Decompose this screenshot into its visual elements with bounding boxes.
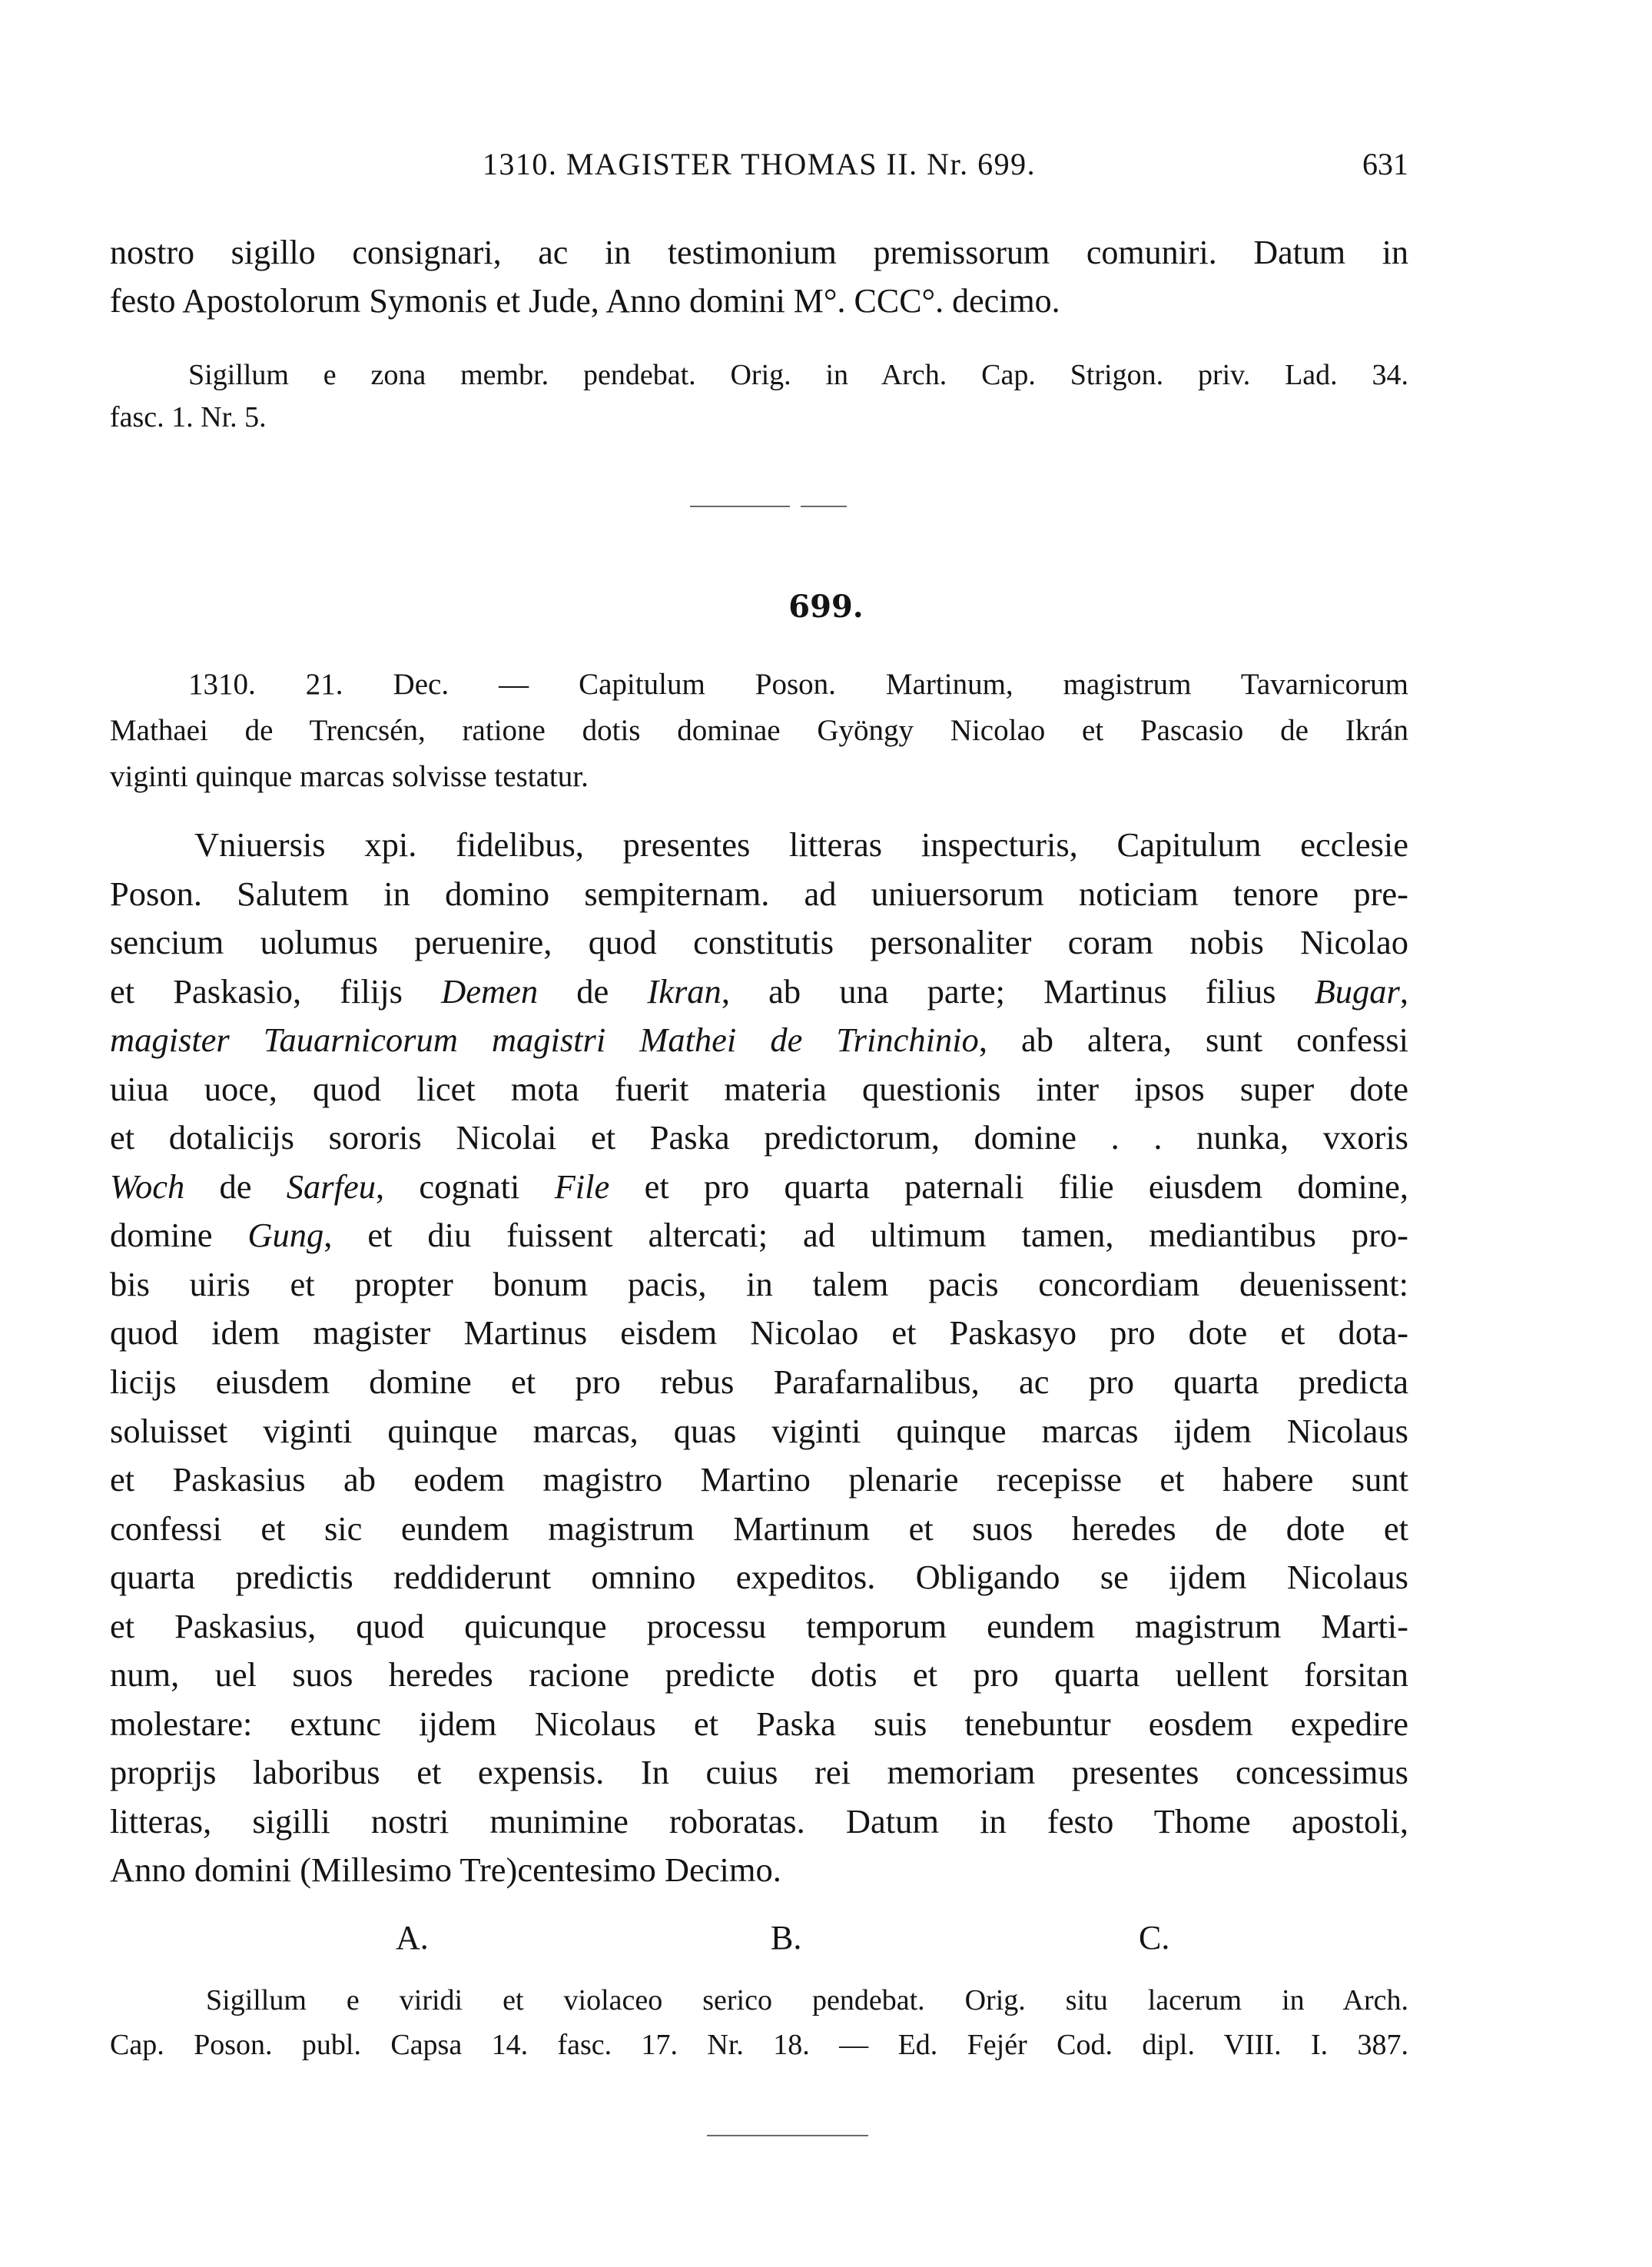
text-segment: et Paskasio, filijs bbox=[110, 972, 442, 1011]
chirograph-letter-b: B. bbox=[771, 1919, 802, 1957]
charter-text-line: licijs eiusdem domine et pro rebus Parafarnalibus, ac pro quarta predicta bbox=[110, 1363, 1408, 1401]
italic-term: Bugar bbox=[1314, 972, 1400, 1011]
charter-text-line: et Paskasius, quod quicunque processu temporum eundem magistrum Marti- bbox=[110, 1607, 1408, 1645]
separator-rule bbox=[801, 506, 847, 507]
regest-line: Mathaei de Trencsén, ratione dotis dominae Gyöngy Nicolao et Pascasio de Ikrán bbox=[110, 714, 1408, 747]
italic-term: File bbox=[554, 1167, 610, 1206]
charter-text-line: bis uiris et propter bonum pacis, in talem pacis concordiam deuenissent: bbox=[110, 1265, 1408, 1303]
charter-text-line: sencium uolumus peruenire, quod constitutis personaliter coram nobis Nicolao bbox=[110, 923, 1408, 961]
charter-text-line bbox=[110, 971, 1408, 1011]
italic-term: magister Tauarnicorum magistri Mathei de Trinchinio bbox=[110, 1021, 979, 1059]
text-segment: et pro quarta paternali filie eiusdem domine, bbox=[609, 1167, 1408, 1206]
charter-text-line: proprijs laboribus et expensis. In cuius rei memoriam presentes concessimus bbox=[110, 1753, 1408, 1791]
italic-term: Demen bbox=[441, 972, 539, 1011]
charter-text-line: quarta predictis reddiderunt omnino expeditos. Obligando se ijdem Nicolaus bbox=[110, 1558, 1408, 1596]
doc-note-line: Sigillum e viridi et violaceo serico pendebat. Orig. situ lacerum in Arch. bbox=[206, 1984, 1408, 2016]
separator-rule bbox=[690, 506, 790, 507]
charter-text-line: soluisset viginti quinque marcas, quas viginti quinque marcas ijdem Nicolaus bbox=[110, 1412, 1408, 1450]
text-segment: , cognati bbox=[375, 1167, 555, 1206]
text-segment: de bbox=[538, 972, 648, 1011]
regest-line: 1310. 21. Dec. — Capitulum Poson. Martinum, magistrum Tavarnicorum bbox=[188, 668, 1408, 701]
charter-text-line: confessi et sic eundem magistrum Martinum et suos heredes de dote et bbox=[110, 1509, 1408, 1548]
charter-text-line: et dotalicijs sororis Nicolai et Paska predictorum, domine . . nunka, vxoris bbox=[110, 1118, 1408, 1157]
text-segment: domine bbox=[110, 1216, 248, 1254]
prev-doc-line: festo Apostolorum Symonis et Jude, Anno domini M°. CCC°. decimo. bbox=[110, 282, 1060, 320]
page-number: 631 bbox=[1362, 147, 1408, 181]
separator-rule bbox=[707, 2135, 868, 2136]
italic-term: Sarfeu bbox=[286, 1167, 376, 1206]
charter-text-line: et Paskasius ab eodem magistro Martino plenarie recepisse et habere sunt bbox=[110, 1460, 1408, 1499]
text-segment: , ab una parte; Martinus filius bbox=[721, 972, 1315, 1011]
text-segment: , et diu fuissent altercati; ad ultimum tamen, mediantibus pro- bbox=[323, 1216, 1408, 1254]
italic-term: Gung bbox=[247, 1216, 324, 1254]
italic-term: Woch bbox=[110, 1167, 185, 1206]
italic-term: Ikran bbox=[647, 972, 722, 1011]
prev-doc-line: nostro sigillo consignari, ac in testimonium premissorum comuniri. Datum in bbox=[110, 234, 1408, 271]
charter-text-line: Vniuersis xpi. fidelibus, presentes litteras inspecturis, Capitulum ecclesie bbox=[194, 825, 1408, 864]
text-segment: , bbox=[1399, 972, 1408, 1011]
document-number: 699. bbox=[788, 589, 864, 625]
charter-text-line: quod idem magister Martinus eisdem Nicolao et Paskasyo pro dote et dota- bbox=[110, 1313, 1408, 1352]
charter-text-line: Anno domini (Millesimo Tre)centesimo Decimo. bbox=[110, 1850, 781, 1889]
prev-doc-note-line: fasc. 1. Nr. 5. bbox=[110, 401, 267, 433]
charter-text-line bbox=[110, 1215, 1408, 1255]
text-segment: , ab altera, sunt confessi bbox=[978, 1021, 1408, 1059]
charter-text-line: num, uel suos heredes racione predicte dotis et pro quarta uellent forsitan bbox=[110, 1655, 1408, 1694]
text-segment: de bbox=[184, 1167, 287, 1206]
chirograph-letter-a: A. bbox=[396, 1919, 429, 1957]
charter-text-line: uiua uoce, quod licet mota fuerit materia questionis inter ipsos super dote bbox=[110, 1070, 1408, 1108]
running-head-title: 1310. MAGISTER THOMAS II. Nr. 699. bbox=[482, 147, 1037, 181]
regest-line: viginti quinque marcas solvisse testatur. bbox=[110, 760, 589, 793]
charter-text-line: Poson. Salutem in domino sempiternam. ad uniuersorum noticiam tenore pre- bbox=[110, 875, 1408, 913]
running-head bbox=[110, 146, 1408, 192]
charter-text-line bbox=[110, 1167, 1408, 1207]
prev-doc-note-line: Sigillum e zona membr. pendebat. Orig. in Arch. Cap. Strigon. priv. Lad. 34. bbox=[188, 359, 1408, 391]
chirograph-letter-c: C. bbox=[1139, 1919, 1170, 1957]
charter-text-line bbox=[110, 1020, 1408, 1060]
charter-text-line: litteras, sigilli nostri munimine roboratas. Datum in festo Thome apostoli, bbox=[110, 1802, 1408, 1840]
charter-text-line: molestare: extunc ijdem Nicolaus et Paska suis tenebuntur eosdem expedire bbox=[110, 1704, 1408, 1743]
doc-note-line: Cap. Poson. publ. Capsa 14. fasc. 17. Nr. 18. — Ed. Fejér Cod. dipl. VIII. I. 387. bbox=[110, 2029, 1408, 2061]
